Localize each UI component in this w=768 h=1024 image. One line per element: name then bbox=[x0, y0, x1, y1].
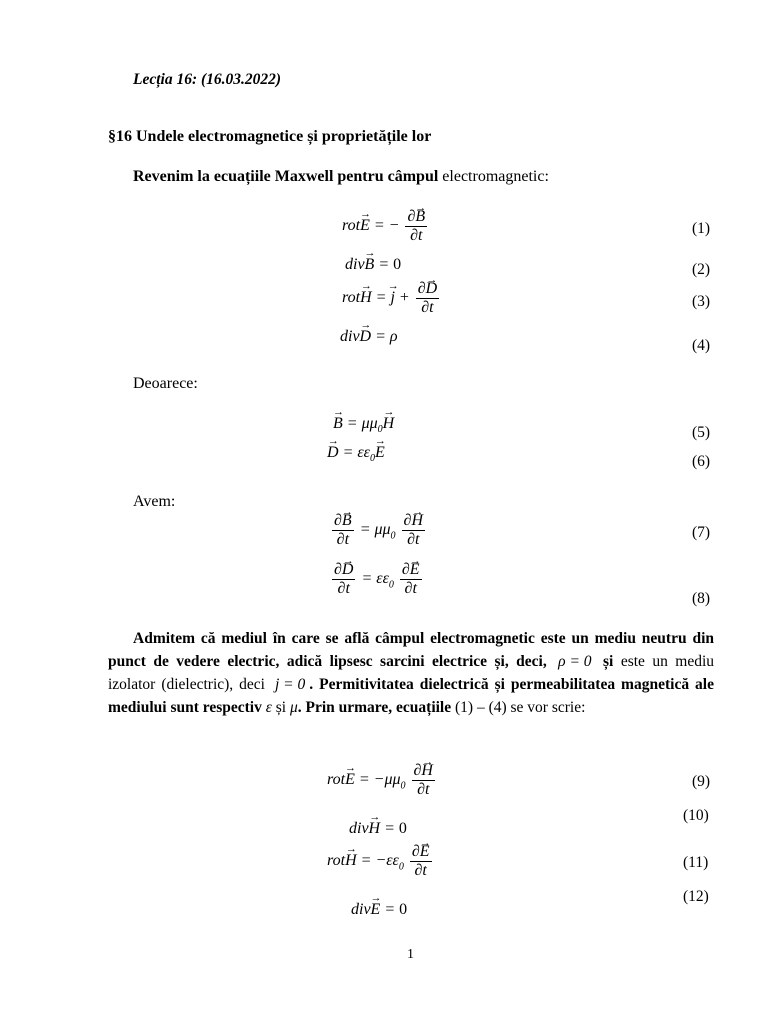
equation-1: rot→ E = − $\frac{\partial\to B}{\partial t}$ bbox=[342, 208, 429, 245]
equation-number-5: (5) bbox=[692, 424, 711, 441]
para-si: și bbox=[603, 653, 614, 670]
section-title: §16 Undele electromagnetice și proprietățile lor bbox=[108, 128, 432, 145]
page-number: 1 bbox=[407, 947, 414, 962]
equation-number-4: (4) bbox=[692, 337, 711, 354]
equation-number-11: (11) bbox=[683, 854, 709, 871]
j-expression: j = 0 bbox=[274, 676, 306, 693]
lesson-label: Lecția 16 bbox=[133, 71, 192, 88]
para-si-2: și bbox=[275, 699, 287, 716]
equation-4: div→ D = ρ bbox=[340, 328, 398, 346]
para-text-3: . Permitivitatea dielectrică și permeabilitatea magnetică ale mediului sunt respectiv bbox=[108, 676, 714, 716]
equation-2: div→ B = 0 bbox=[345, 256, 401, 274]
equation-number-7: (7) bbox=[692, 524, 711, 541]
para-text-4: . Prin urmare, ecuațiile bbox=[297, 699, 452, 716]
epsilon-symbol: ε bbox=[265, 699, 272, 716]
para-text-5: (1) – (4) se vor scrie: bbox=[455, 699, 586, 716]
equation-12: div→ E = 0 bbox=[351, 901, 407, 919]
equation-3: rot→ H = → j + $\frac{\partial\to D}{\partial t}$ bbox=[342, 280, 441, 317]
equation-7: $\frac{\partial\to B}{\partial t}$ = $\mu\mu_0$ $\frac{\partial\to H}{\partial t}$ bbox=[330, 512, 427, 549]
para-text-2: este un mediu izolator (dielectric), deci bbox=[108, 653, 715, 693]
equation-8: $\frac{\partial\to D}{\partial t}$ = $\varepsilon\varepsilon_0$ $\frac{\partial\to E}{\partial t}$ bbox=[330, 561, 424, 598]
deoarece-label: Deoarece: bbox=[133, 375, 198, 392]
lesson-header bbox=[133, 71, 281, 89]
intro-line bbox=[133, 168, 549, 186]
body-paragraph bbox=[108, 627, 714, 719]
intro-rest: electromagnetic: bbox=[438, 168, 549, 185]
avem-label: Avem: bbox=[133, 493, 176, 510]
mu-symbol: μ bbox=[289, 699, 298, 716]
equation-number-3: (3) bbox=[692, 293, 711, 310]
equation-number-12: (12) bbox=[683, 888, 709, 905]
equation-number-10: (10) bbox=[683, 807, 709, 824]
equation-11: $rot\to H = -\varepsilon\varepsilon_0$ $\frac{\partial\to E}{\partial t}$ bbox=[327, 843, 434, 880]
equation-number-9: (9) bbox=[692, 773, 711, 790]
rho-expression: ρ = 0 bbox=[558, 653, 592, 670]
equation-number-2: (2) bbox=[692, 261, 711, 278]
equation-number-6: (6) bbox=[692, 453, 711, 470]
equation-9: $rot\to E = -\mu\mu_0$ $\frac{\partial\to H}{\partial t}$ bbox=[327, 762, 437, 799]
intro-bold: Revenim la ecuațiile Maxwell pentru câmpul bbox=[133, 168, 439, 185]
para-text-1: Admitem că mediul în care se află câmpul electromagnetic este un mediu neutru din punct de vedere electric, adică lipsesc sarcini electrice și, deci, bbox=[108, 630, 714, 670]
equation-number-1: (1) bbox=[692, 220, 711, 237]
equation-number-8: (8) bbox=[692, 590, 711, 607]
lesson-date: : (16.03.2022) bbox=[191, 71, 282, 88]
equation-10: div→ H = 0 bbox=[349, 820, 407, 838]
equation-5: → $B = \mu\mu_0\to H$ bbox=[333, 415, 394, 435]
equation-6: → $D = \varepsilon\varepsilon_0\to E$ bbox=[327, 444, 385, 464]
